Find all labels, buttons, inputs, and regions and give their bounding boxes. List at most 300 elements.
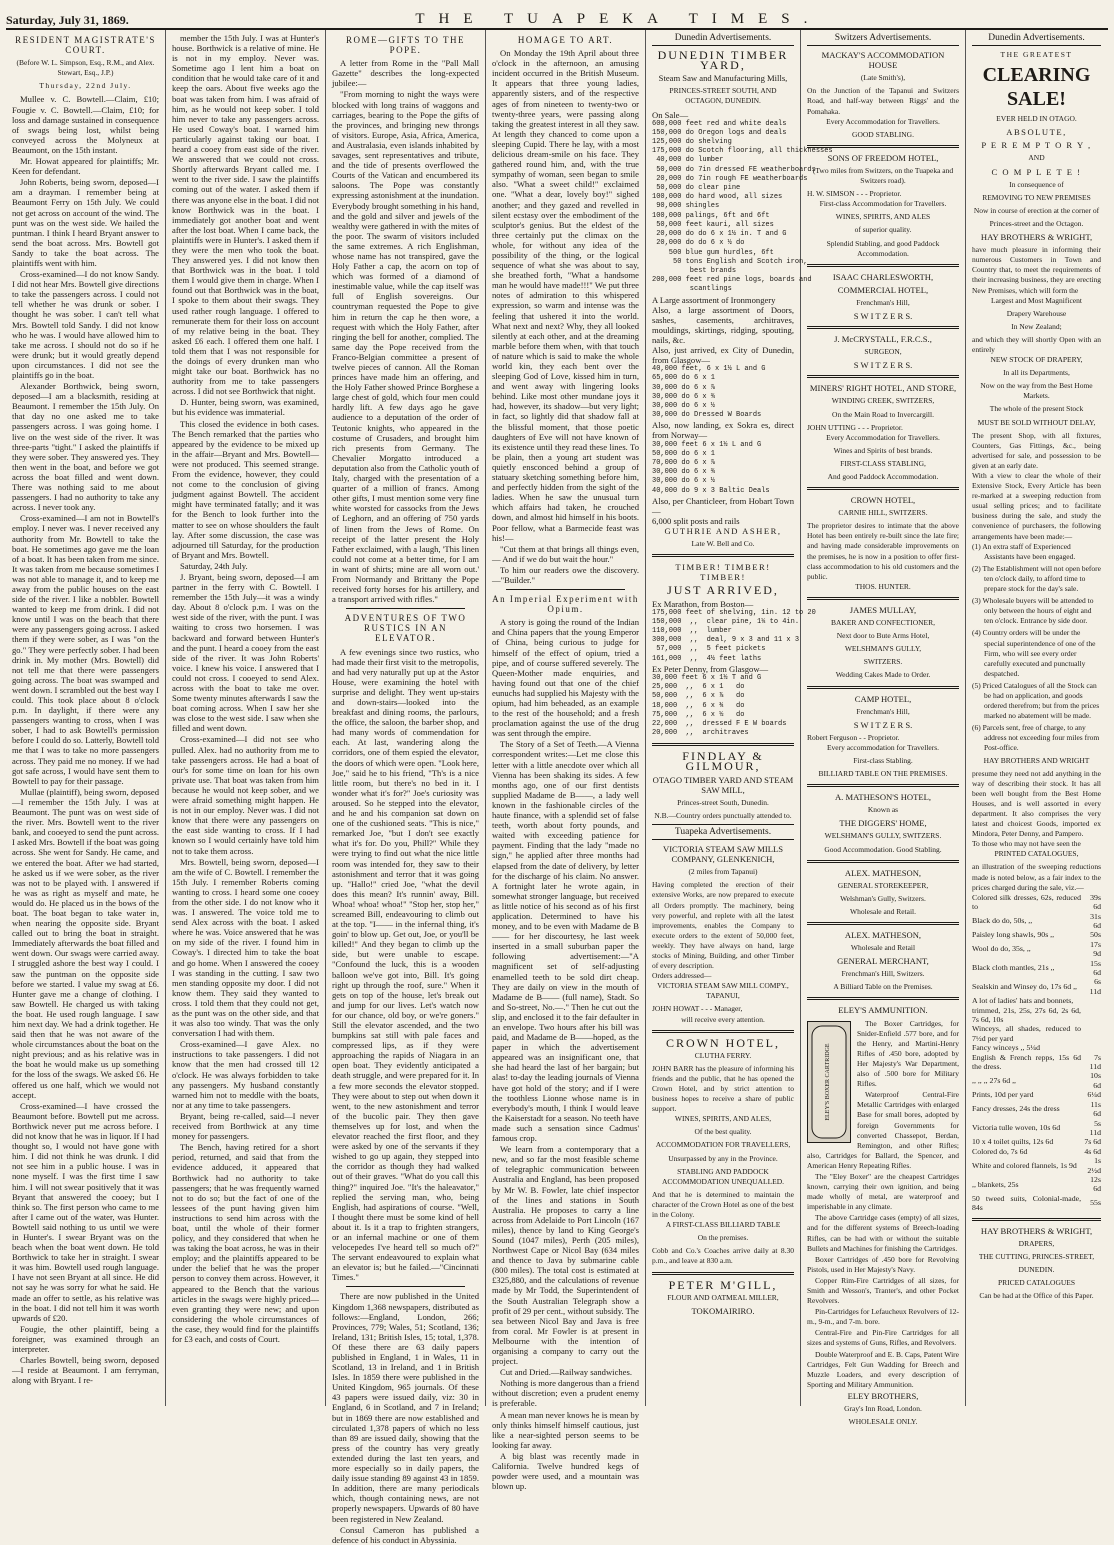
table-row	[972, 996, 1101, 1005]
paragraph: Cross-examined—I did not see who pulled. Alex. had no authority from me to take passengers across. He had a boat of our's for some time on loan for his own private use. That boat was taken from him because he would not keep sober, and we were afraid something might happen. He is not in our employ. Never was. I did not know that there were any passengers on the east side wanting to cross. If I had known so I would certainly have told him not to take them across.	[172, 734, 319, 856]
sale-body2: and which they will shortly Open with an entirely	[972, 334, 1101, 354]
price-value: 1s 2½d	[1087, 1156, 1101, 1175]
court-report	[12, 94, 159, 1385]
column-rome	[326, 30, 486, 1545]
rome-article	[332, 58, 479, 604]
paragraph: Bryant, being re-called, said—I never received from Borthwick at any time money for passengers.	[172, 1110, 319, 1142]
table-row	[972, 959, 1101, 978]
ad-eley-sign: ELEY BROTHERS,	[847, 1390, 919, 1401]
ad-miners-title: MINERS' RIGHT HOTEL, AND STORE,	[809, 383, 957, 394]
list-item: (1) An extra staff of Experienced Assistants have been engaged.	[972, 541, 1076, 561]
list-item: 50,000 do 7in dressed FE weatherboards	[652, 165, 816, 174]
price-value: 6¼d	[1087, 1090, 1101, 1100]
sale-nz: In New Zealand;	[1011, 321, 1062, 331]
price-item: Black do do, 50s, ,,	[972, 916, 1033, 926]
timber-stock-note-3: Also, per Chanticleer, from Hobart Town—	[652, 495, 794, 516]
ad-miners-prop: JOHN UTTING - - - Proprietor.	[807, 422, 903, 432]
sale-largest: Largest and Most Magnificent	[991, 295, 1082, 305]
price-value: 12s 6d	[1090, 1174, 1101, 1194]
price-item: Fancy winceys ,, 5¼d	[972, 1043, 1040, 1053]
price-item: trimmed, 21s, 25s, 27s 6d, 2s 6d, 7s 6d, 10s	[972, 1005, 1082, 1025]
ad-mgill-sub: FLOUR AND OATMEAL MILLER,	[667, 1292, 779, 1302]
list-item: 50 tons English and Scotch iron,	[652, 257, 808, 266]
list-item: 50,000 do 6 x 1	[652, 449, 716, 458]
sale-body4: With a view to clear the whole of their Extensive Stock, Every Article has been re-marked at a sweeping reduction from usual selling prices; and to facilitate business during the sale, and study the convenience of purchasers, the following arrangements have been made:—	[972, 471, 1101, 541]
sale-erection: Now in course of erection at the corner of	[973, 205, 1100, 215]
column-switzers-ads	[801, 30, 966, 1427]
divider	[972, 1218, 1101, 1221]
ad-victoria-addr: VICTORIA STEAM SAW MILL COMPY., TAPANUI,	[657, 981, 789, 1001]
ad-findlay-title: FINDLAY & GILMOUR,	[682, 749, 764, 774]
ad-camp-title: CAMP HOTEL,	[854, 693, 912, 704]
paragraph: Cross-examined—I am not in Bowtell's employ. I never was. I never received any authority from Mr. Bowtell to take the boat. He sometimes ago gave me the loan of a boat. It has been taken from me since. It was taken from me because sometimes I was not able to manage it, and to keep me away from the public houses on the east side of the river. I like a nobbler. Bowtell wanted to keep me from drink. I did not know until I was on the beach that there were any passengers going across. I asked them if they were sober, as I was "on the go." They were perfectly sober. I had been drink in. My mother (Mrs. Bowtell) did not tell me that there were passengers going across. The boat was swamped and went down. I scrambled out the best way I could. This took place about 8 o'clock p.m. In daylight, if there were any passengers wanting to cross, when I was sober, I had to ask Bowtell's permission before I could do so. Latterly, Bowtell told me that I was to take no more passengers across. They paid me no money. If we had got safe across, I would have sent them to Bowtell to pay for their passage.	[12, 513, 159, 786]
ad-victoria-note: will receive every attention.	[681, 1014, 765, 1024]
table-row	[972, 977, 1101, 996]
ad-mullay-cakes: Wedding Cakes Made to Order.	[835, 670, 931, 680]
ad-mackay-title: MACKAY'S ACCOMMODATION HOUSE	[821, 50, 945, 71]
paragraph: The "Eley Boxer" are the cheapest Cartridges known, carrying their own ignition, and being made wholly of metal, are waterproof and imperishable in any climate.	[807, 1171, 959, 1212]
ad-mullay-town2: SWITZERS.	[863, 657, 903, 667]
sale-corner: Princes-street and the Octagon.	[989, 218, 1084, 228]
sale-priced: PRICED CATALOGUES	[997, 1277, 1076, 1287]
list-item: 50,000 do clear pine	[652, 184, 741, 193]
paragraph: A story is going the round of the Indian and China papers that the young Emperor of China, being curious to judge for himself of the effect of opium, tried a pipe, and of course suffered severely. The Queen-Mother made enquiries, and having found out that one of the chief eunuchs had supplied his Majesty with the opium, had him beheaded, as an example to the rest of the household; and a fresh proclamation against the use of the drug was sent through the empire.	[492, 617, 639, 739]
list-item: 18,000 ,, 6 x ¾ do	[652, 701, 745, 710]
ad-sons-sub: (Two miles from Switzers, on the Tuapeka and Switzers road).	[812, 165, 954, 186]
price-value: 39s 6d	[1090, 892, 1101, 912]
price-value: 10s 6d	[1090, 1071, 1101, 1090]
paragraph: Saturday, 24th July.	[180, 560, 248, 571]
divider	[807, 145, 959, 148]
sale-removing: REMOVING TO NEW PREMISES	[982, 192, 1091, 202]
list-item: 300,000 ,, deal, 9 x 3 and 11 x 3	[652, 636, 800, 645]
price-item: A lot of ladies' hats and bonnets,	[972, 996, 1074, 1006]
list-item: 65,000 do 6 x 1	[652, 374, 716, 383]
masthead	[6, 6, 1108, 30]
ad-mccrystall-sub: SURGEON,	[864, 347, 902, 357]
ad-isaac-title: ISAAC CHARLESWORTH,	[832, 271, 934, 282]
paragraph: A letter from Rome in the "Pall Mall Gazette" describes the long-expected jubilee:—	[332, 58, 479, 89]
ad-diggers-known: Known as	[867, 805, 899, 815]
table-row	[972, 893, 1101, 912]
list-item: 110,000 ,, lumber	[652, 627, 732, 636]
list-item: 40,000 feet, 6 x 1½ L and G	[652, 365, 766, 374]
timber-stock-notes	[652, 295, 794, 366]
rome-heading: ROME—GIFTS TO THE POPE.	[345, 35, 465, 56]
ad-sons-q: of superior quality.	[854, 225, 912, 235]
sale-firm: HAY BROTHERS & WRIGHT,	[980, 232, 1093, 243]
ad-findlay-sub: OTAGO TIMBER YARD AND STEAM SAW MILL,	[652, 774, 794, 795]
miscellany	[492, 617, 639, 1491]
price-item: Victoria tulle woven, 10s 6d	[972, 1123, 1061, 1133]
sale-printed: PRINTED CATALOGUES,	[994, 849, 1079, 859]
paragraph: The Story of a Set of Teeth.—A Vienna correspondent writes:—Let me close this letter with a little anecdote over which all Vienna has been shaking its sides. A few months ago, one of our first dentists supplied Madame de B——, a lady well known in the fashionable circles of the haute finance, with a splendid set of false teeth, worth about forty pounds, and waited with exceeding patience for payment. Finding that the lady "made no sign," he applied after three months had elapsed from the date of delivery, by letter for the discharge of his claim. No answer. A fortnight later he wrote again, in somewhat stronger language, but received as little notice of his second as of his first application. Determined to have his money, and to be even with Madame de B—— for her discourtesy, he last week inserted in a small suburban paper the following advertisement:—"A magnificent set of self-adjusting enamelled teeth to be sold dirt cheap. They are daily on view in the mouth of Madame de B—— (full name), Stadt. So and So-street, No.—." Then he cut out the slip, and enclosed it to the fair defaulter in an envelope. Two hours after his bill was paid, and Madame de B——hoped, as the paper in which the advertisement appeared was an insignificant one, that she had heard the last of her bargain; but alas! to-day the leading journals of Vienna have got hold of the story; and if I were the toothless Lionne whose name is in everybody's mouth, I think I would leave the Kaiserstadt for a season. No teeth have made such a sensation since Cadmus' famous crop.	[492, 739, 639, 1144]
ad-matheson-merchant-gm: GENERAL MERCHANT,	[837, 956, 929, 967]
price-value: 50s	[1090, 930, 1101, 940]
paragraph: On Monday the 19th April about three o'clock in the afternoon, an amusing incident occurred in the British Museum. It appears that three young ladies, apparently sisters, and of the respective ages of from nineteen to twenty-two or twenty-three years, were passing along taking the greatest interest in all they saw. At length they chanced to come upon a sleeping Cupid. There he lay, with a most delicious dream-smile on his face. They gathered round him, and, with the true sympathy of woman, seen began to smile also. "What a sweet child!" exclaimed one. "What a dear, lovely boy!" sighed another; and they gazed and revelled in silent ecstasy over the embodiment of the sculptor's genius. But the eldest of the three certainly put the climax on the whole, for without any idea of the possibility of the thing, or the logical sequence of what she was about to say, she breathed forth, "What a handsome man he would have made!!!" We put three notes of admiration to this whispered expression, so warm and intense was the feeling that ushered it into the world. What next and next? Why, they all looked silently at each other, and at the dreaming marble before them when, with that touch of nature which is said to make the whole world kin, they each bent over the sleeping God of Love, kissed him in turn, and went away with lingering looks behind. Like most other mundane joys it had, however, its shadow—but very light; in fact, so lightly did that shadow fall at the blissful moment, that those poetic daughters of Eve will not have known of its existence until they read these lines. To be plain, then a young art student was quietly ensconced behind a group of statuary sketching something before him, and perfectly hidden from the sight of the ladies. When he saw the unusual turn which affairs had taken, he crouched down, and almost hid himself in his boots. Poor fellow, what a Barmecide feast was his!—	[492, 48, 639, 543]
divider	[807, 784, 959, 787]
ad-crown-carnie-body: The proprietor desires to intimate that the above Hotel has been entirely re-built since the late fire; and having made considerable improvements on the premises, he is now in a position to offer first-class accommodation to his old customers and the public.	[807, 521, 959, 581]
ad-dunedin-timber-title: DUNEDIN TIMBER YARD,	[657, 48, 789, 73]
sale-complete: C O M P L E T E !	[991, 166, 1082, 177]
table-row	[972, 1100, 1101, 1119]
list-item: 175,000 do Scotch flooring, all thicknesses	[652, 147, 833, 156]
list-item: 20,000 do do 6 x ½ do	[652, 239, 745, 248]
ad-crown-clutha-body: JOHN BARR has the pleasure of informing his friends and the public, that he has opened the Crown Hotel, and by strict attention to business hopes to receive a share of public support.	[652, 1063, 794, 1114]
paragraph: There are now published in the United Kingdom 1,368 newspapers, distributed as follows:—England, London, 266; Provinces, 779; Wales, 51; Scotland, 136; Ireland, 131; British Isles, 15; total, 1,378. Of these there are 63 daily papers published in England, 1 in Wales, 11 in Scotland, 13 in Ireland, and 1 in British Isles. In 1859 there were published in the United Kingdom, 965 journals. Of these 43 papers were issued daily, viz: 30 in England, 6 in Scotland, and 7 in Ireland; but in 1869 there are now established and circulated 1,378 papers of which no less than 89 are issued daily, showing that the press of the country has very greatly extended during the last ten years, and more especially so in daily papers, the daily issue standing 89 against 43 in 1859. In addition, there are many periodicals which, though containing news, are not properly newspapers. Upwards of 80 have been registered in New Zealand.	[332, 1291, 479, 1524]
list-item: 30,000 do 6 x ½	[652, 401, 716, 410]
list-item: 50,000 ,, 6 x ⅞ do	[652, 692, 745, 701]
table-row	[972, 930, 1101, 939]
ad-matheson-store-title: ALEX. MATHESON,	[844, 867, 922, 878]
sale-ever: EVER HELD IN OTAGO.	[996, 114, 1077, 124]
table-row	[972, 912, 1101, 931]
list-item: 161,000 ,, 4½ feet laths	[652, 654, 762, 663]
table-row	[972, 1006, 1101, 1025]
ad-diggers-name: THE DIGGERS' HOME,	[839, 818, 927, 829]
ad-guthrie-sign2: Late W. Bell and Co.	[691, 539, 755, 549]
paragraph: A mean man never knows he is mean by only thinks himself himself cautious, just like a near-sighted person seems to be looking far away.	[492, 1409, 639, 1450]
columns	[6, 30, 1108, 1545]
paragraph: Central-Fire and Pin-Fire Cartridges for all sizes and systems of Guns, Rifles, and Revolvers.	[807, 1328, 959, 1348]
divider	[652, 1030, 794, 1033]
divider	[807, 922, 959, 925]
paragraph: Cross-examined—I do not know Sandy. I did not hear Mrs. Bowtell give directions to take the passengers across. I could not tell whether he was drunk or sober. I thought he was sober. I can't tell what Mrs. Bowtell told Sandy. I did not know who he was. I would have allowed him to take me across. I should not do so if he were drunk; but it would greatly depend upon circumstances. I did not see the plaintiffs go in the boat.	[12, 269, 159, 380]
ad-dunedin-timber-onsale: On Sale—	[652, 109, 689, 120]
dunedin-ads-header: Dunedin Advertisements.	[652, 33, 794, 46]
ad-isaac-town: S W I T Z E R S.	[853, 310, 913, 321]
ad-mullay-sub: BAKER AND CONFECTIONER,	[831, 618, 935, 628]
list-item: 30,000 feet 6 x 1½ L and G	[652, 440, 762, 449]
ad-victoria-orders: Orders addressed—	[652, 971, 712, 981]
column-court-cont	[166, 30, 326, 1406]
timber-stock-note-4: 6,000 split posts and rails	[652, 515, 740, 526]
list-item: 50,000 feet kauri, all sizes	[652, 220, 774, 229]
list-item: 30,000 feet 6 x 1½ T and G	[652, 673, 762, 682]
sale-firm2: HAY BROTHERS AND WRIGHT	[983, 755, 1090, 765]
paragraph: Charles Bowtell, being sworn, deposed—I reside at Beaumont. I am ferryman, along with Bryant. I re-	[12, 1355, 159, 1386]
homage-article	[492, 48, 639, 585]
paragraph: A big blast was recently made in California. Twelve hundred kegs of powder were used, and a mountain was blown up.	[492, 1450, 639, 1492]
price-item: Prints, 10d per yard	[972, 1090, 1034, 1100]
ad-matheson-merchant-title: ALEX. MATHESON,	[844, 930, 922, 940]
paragraph: This closed the evidence in both cases. The Bench remarked that the parties who appeared by the evidence to be mixed up in the affair—Bryant and Mrs. Bowtell—were not produced. This seemed strange. From the evidence, however, they could not come to the conclusion of giving judgment against Bowtell. The accident might have terminated fatally; and it was for the Bench to look further into the matter to see on whose shoulders the fault lay. After some discussion, the case was adjourned till Saturday, for the production of Bryant and Mrs. Bowtell.	[172, 418, 319, 560]
ad-dunedin-timber-sub: Steam Saw and Manufacturing Mills,	[658, 73, 788, 84]
paragraph: J. Bryant, being sworn, deposed—I am partner in the ferry with C. Bowtell. I remember the 15th July—it was a windy day. About 8 o'clock p.m. I was on the west side of the river, with the punt. I was waiting to cross two horsemen. I was backward and forward between Hunter's and the punt. I heard a cooey from the east side of the river. It was John Roberts' voice. I knew his voice. I answered that I could not cross. I cooeyed to send Alex. across with the boat to take me over. Some twenty minutes afterwards I saw the boat coming across. When I saw her she was close to the west side. I saw when she filled and went down.	[172, 571, 319, 734]
ad-camp-bill: BILLIARD TABLE ON THE PREMISES.	[818, 769, 948, 779]
ad-eley-addr: Gray's Inn Road, London.	[844, 1404, 922, 1414]
sale-dunedin: DUNEDIN.	[1018, 1264, 1055, 1274]
ad-victoria-body: Having completed the erection of their extensive Works, are now prepared to execute all Orders promptly. The machinery, being very powerful, and replete with all the latest improvements, enables the Company to execute orders to the extent of 50,000 feet, weekly. They have always on hand, large stocks of Mining, Building, and other Timber of every description.	[652, 880, 794, 971]
ad-peter-denny: Ex Peter Denny, from Glasgow—	[652, 663, 769, 674]
divider	[346, 608, 465, 609]
price-value: 31s 6d	[1090, 911, 1101, 930]
list-item: 30,000 do Dressed W Boards	[652, 411, 762, 420]
sale-office: Can be had at the Office of this Paper.	[979, 1291, 1094, 1301]
list-item: (5) Priced Catalogues of all the Stock can be had on application, and goods ordered therefrom; but from the prices marked no abatement will be made.	[972, 680, 1100, 721]
sale-absolute: ABSOLUTE,	[1006, 127, 1067, 138]
paragraph: Copper Rim-Fire Cartridges of all sizes, for Smith and Wesson's, Tranter's, and other Pocket Revolvers.	[807, 1275, 959, 1306]
timber-stock-list	[652, 119, 833, 295]
paragraph: Waterproof Central-Fire Metallic Cartridges with enlarged Base for small bores, adopted by foreign Governments for converted Chassepot, Berdan, Remington, and other Rifles; also, Cartridges for Ballard, the Spencer, and American Henry Repeating Rifles.	[807, 1090, 959, 1170]
price-item: English & French repps, 15s 6d the dress.	[972, 1052, 1082, 1072]
divider	[807, 326, 959, 329]
price-item: Colored do, 7s 6d	[972, 1146, 1028, 1156]
ad-diggers-town: WELSHMAN'S GULLY, SWITZERS.	[824, 831, 942, 841]
ad-crown-carnie-sign: THOS. HUNTER.	[855, 581, 911, 591]
sale-mustbe: MUST BE SOLD WITHOUT DELAY,	[977, 417, 1096, 427]
list-item: 70,000 do 6 x ⅞	[652, 458, 716, 467]
ad-mgill-title: PETER M'GILL,	[668, 1277, 778, 1292]
sale-body3: The present Shop, with all fixtures, Counters, Gas Fittings, &c., being advertised for sale, and possession to be given at an early date.	[972, 430, 1101, 470]
ad-sons-stab: Splendid Stabling, and good Paddock Accommodation.	[826, 238, 940, 258]
table-row	[972, 940, 1101, 959]
paragraph: The Bench, having retired for a short period, returned, and said that from the evidence adduced, it appeared that Borthwick had no authority to take passengers; that he was frequently warned not to do so; but the fact of one of the lessees of the punt having given him instructions to send him across with the boat, until the whole of their former policy, and they considered that when he was taking the boat across, he was in their employ; and the plaintiffs appeared to be under the belief that he was the proper person to convey them across. However, it appeared to the Bench that the various articles in the swags were highly priced—even granting they were new; and upon considering the whole circumstances of the case, they would find for the plaintiffs for £3 each, and costs of Court.	[172, 1142, 319, 1344]
sale-clearing: CLEARING SALE!	[982, 64, 1091, 111]
list-item: best brands	[652, 266, 737, 275]
ad-mullay-title: JAMES MULLAY,	[849, 604, 917, 615]
list-note: Also, a large assortment of Doors, sashes, casements, architraves, mouldings, skirtings, ridging, spouting, nails, &c.	[652, 304, 794, 345]
ad-mccrystall-title: J. McCRYSTALL, F.R.C.S.,	[834, 334, 932, 345]
tuapeka-ads-header: Tuapeka Advertisements.	[652, 824, 794, 840]
list-item: (4) Country orders will be under the special superintendence of one of the Firm, who will see every order carefully executed and punctually despatched.	[972, 628, 1096, 678]
price-value: 17s 9d	[1090, 939, 1101, 959]
paragraph: To him our readers owe the discovery.—"Builder."	[492, 564, 639, 585]
divider	[807, 860, 959, 863]
list-item: (6) Parcels sent, free of charge, to any address not exceeding four miles from Post-office.	[972, 723, 1100, 753]
list-item: 22,000 ,, dressed F E W boards	[652, 719, 787, 728]
ad-miners-place: On the Main Road to Invercargill.	[832, 409, 934, 419]
price-value	[1081, 1043, 1101, 1052]
paragraph: "Cut them at that brings all things even,— And if we do but wait the hour."	[492, 543, 639, 564]
ad-crown-clutha-acc: ACCOMMODATION FOR TRAVELLERS,	[655, 1140, 791, 1150]
divider	[346, 1286, 465, 1287]
paragraph: The Boxer Cartridges, for Snider-Enfield .577 bore, and for the Henry, and Martini-Henry Rifles of .450 bore, adopted by Her Majesty's War Department, also of .500 bore for Military Rifles.	[857, 1018, 959, 1089]
ad-isaac-sub: COMMERCIAL HOTEL,	[837, 284, 929, 295]
sale-peremptory: P E R E M P T O R Y ,	[981, 140, 1092, 151]
table-row	[972, 1024, 1101, 1043]
list-item: 150,000 do Oregon logs and deals	[652, 128, 787, 137]
paragraph: Nothing is more dangerous than a friend without discretion; even a prudent enemy is preferable.	[492, 1378, 639, 1409]
ad-crown-clutha-stab: STABLING AND PADDOCK ACCOMMODATION UNEQUALLED.	[661, 1166, 785, 1186]
sale-body7: an illustration of the sweeping reductions made is noted below, as a fair index to the prices charged during the sale, viz.—	[972, 862, 1101, 892]
ad-findlay-note: N.B.—Country orders punctually attended to.	[654, 810, 792, 820]
ad-dunedin-timber-addr: PRINCES-STREET SOUTH, AND OCTAGON, DUNEDIN.	[669, 86, 777, 106]
list-item: 30,000 do 6 x ⅞	[652, 383, 716, 392]
court-report-continued	[172, 33, 319, 1344]
timber-stock-list-3	[652, 441, 794, 496]
table-row	[972, 1043, 1101, 1052]
sale-body1: have much pleasure in informing their numerous Customers in Town and Country that, to meet the requirements of their increasing business, they are erecting New Premises, which will form the	[972, 245, 1101, 295]
dunedin-ads-header-2: Dunedin Advertisements.	[972, 33, 1101, 46]
ad-camp-town: S W I T Z E R S.	[853, 719, 913, 730]
paragraph: Boxer Cartridges of .450 bore for Revolving Pistols, used in Her Majesty's Navy.	[807, 1254, 959, 1274]
list-item: (2) The Establishment will not open before ten o'clock daily, to afford time to prepare stock for the day's sale.	[972, 563, 1101, 594]
ad-matheson-merchant-sub: Wholesale and Retail	[850, 943, 916, 953]
price-item: ,, ,, ,, 27s 6d ,,	[972, 1076, 1016, 1086]
table-row	[972, 1119, 1101, 1138]
sale-newstock: NEW STOCK OF DRAPERY,	[990, 355, 1083, 365]
ad-miners-sub: WINDING CREEK, SWITZERS,	[831, 396, 935, 406]
ad-crown-clutha-bill: A FIRST-CLASS BILLIARD TABLE	[665, 1220, 781, 1230]
ad-eley-title: ELEY'S AMMUNITION.	[838, 1005, 928, 1016]
list-item: 25,000 ,, 6 x 1 do	[652, 683, 745, 692]
list-note: Also, just arrived, ex City of Dunedin, from Glasgow—	[652, 344, 794, 366]
ad-mackay-acc: Every Accommodation for Travellers.	[826, 116, 940, 126]
masthead-title: THE TUAPEKA TIMES.	[415, 11, 822, 27]
table-row	[972, 1071, 1101, 1090]
list-item: 100,000 palings, 6ft and 6ft	[652, 211, 770, 220]
ad-sons-title: SONS OF FREEDOM HOTEL,	[827, 152, 939, 163]
price-item: 10 x 4 toilet quilts, 12s 6d	[972, 1137, 1054, 1147]
price-value: 55s	[1090, 1198, 1101, 1208]
ad-sons-prop: H. W. SIMSON - - - Proprietor.	[807, 189, 902, 199]
price-item: White and colored flannels, 1s 9d	[972, 1160, 1077, 1170]
sale-greatest: THE GREATEST	[1000, 50, 1073, 60]
paragraph: A few evenings since two rustics, who had made their first visit to the metropolis, and had very naturally put up at the Astor House, were examining the hotel with surprise and delight. They went up-stairs and down-stairs—looked into the breakfast and dining rooms, the parlours, the office, the saloon, the barber shop, and had many words of commendation for each. At last, wandering along the corridors, one of them espied the elevator, the doors of which were open. "Look here, Joe," said he to his friend, "Th's is a nice little room, but there's no bed in it. I wonder what it's for?" Joe's curiosity was aroused. So he stepped into the elevator, and he and his companion sat down on one of the cushioned seats. "This is nice," remarked Joe, "but I don't see exactly what it's for. Do you, Phill?" While they were trying to find out what the nice little room was intended for, they saw to their astonishment and terror that it was going up. "Hallo!" cried Joe, "what the devil does this mean? It's runnin' away, Bill. Whoa! whoa! whoa!" "Stop her, stop her," screamed Bill, endeavouring to climb out at the top. "I—— in the infernal thing, it's goin' to blow up. Get out, Joe, or you'll be killed!" And they began to climb up the side, but were unable to escape. "Confound the luck, this is a wooden balloon we've got into, Bill. It's going right up through the roof, sure." When it gets on top of the house, let's break out and jump for our lives. Let's watch now for our chance, old boy, or we're goners." Still the elevator ascended, and the two bumpkins sat still with pale faces and compressed lips, as if they were approaching the rapids of Niagara in an open boat. They evidently anticipated a death struggle, and were prepared for it. In a few more seconds the elevator stopped. They were about to step out when down it went, to the new astonishment and terror of the bucolic pair. They then gave themselves up for lost, and when the elevator reached the first floor, and they were asked by one of the servants if they wished to go up again, they stepped into the corridor as though they had walked out of their graves. "What do you call this thing?" inquired Joe. "It's the haleavator," replied the serving man, who, being English, had aspirations of course. "Well, I thought there must be some kind of hell about it. Is it a trap to frighten strangers, or an infernal machine or one of them velocepedes I've heard tell so much of?" The servant endeavoured to explain what an elevator is; but he failed.—"Cincinnati Times."	[332, 646, 479, 1283]
paragraph: "From morning to night the ways were blocked with long trains of waggons and carriages, bearing to the Pope the gifts of the provinces, and bringing new throngs of visitors. Europe, Asia, Africa, America, and Australasia, even islands inhabited by savages, sent representatives and tribute, and the tide of presents overflowed the Courts of the Vatican and encumbered its saloons. The Pope was constantly expressing astonishment at the inundation. Everybody brought something in his hand, and the gold and silver and jewels of the wealthy were gathered in with the mites of the poor. The swarm of visitors included the same extremes. A rich Englishman, whose name has not transpired, gave the Holy Father a cap, the acorn on top of which was formed of a diamond of inestimable value, while the cap itself was full of English sovereigns. Our countryman requested the Pope to give him in return the cap he then wore, a request with which the Holy Father, after ringing the bell for another, complied. The same day the Pope received from the Franco-Belgian committee a present of twelve pieces of cannon. All the Roman princes have made him an offering, and the Holy Father showed Prince Borghese a large chest of gold, which four men could hardly lift. A few days ago he gave audience to a deputation of the order of Teutonic knights, who appeared in the costume of Crusaders, and brought him rich presents from Germany. The Chevalier Morgatto introduced a deputation also from the Catholic youth of Italy, charged with the presentation of a quarter of a million of francs. Among other gifts, I must mention some very fine white worsted for cassocks from the Jews of Leghorn, and an offering of 750 yards of linen from the Jews of Rome. On receipt of the latter present the Holy Father exclaimed, with a laugh, 'This linen could not come at a better time, for I am in want of shirts; mine are all worn out.' From Normandy and Brittany the Pope received forty horses for his artillery, and a transport arrived with rifles."	[332, 89, 479, 605]
ad-sons-acc: First-class Accommodation for Travellers.	[819, 199, 947, 209]
timber-stock-note-2: Also, now landing, ex Sokra es, direct from Norway—	[652, 420, 794, 441]
list-item: 75,000 ,, 6 x ½ do	[652, 710, 745, 719]
ad-timber-title: TIMBER! TIMBER! TIMBER!	[675, 562, 771, 583]
sale-drapers: DRAPERS,	[1018, 1238, 1055, 1248]
paragraph: Fougie, the other plaintiff, being a foreigner, was examined through an interpreter.	[12, 1323, 159, 1354]
court-date: Thursday, 22nd July.	[39, 81, 132, 91]
ad-miners-wines: Wines and Spirits of best brands.	[833, 445, 933, 455]
ad-isaac-place: Frenchman's Hill,	[856, 297, 910, 307]
divider	[807, 375, 959, 378]
list-item: 500 blue gum hurdles, 6ft	[652, 248, 774, 257]
paragraph: Mullee v. C. Bowtell.—Claim, £10; Fougie v. C. Bowtell.—Claim, £10; for loss and damage sustained in consequence of swags being lost, whilst being conveyed across the Molyneux at Beaumont, on the 15th instant.	[12, 94, 159, 155]
ad-miners-pad: And good Paddock Accommodation.	[827, 472, 939, 481]
list-item: 20,000 do 7in rough FE weatherboards	[652, 174, 808, 183]
paragraph: D. Hunter, being sworn, was examined, but his evidence was immaterial.	[172, 397, 319, 418]
price-value: 11s 6d	[1090, 1099, 1101, 1119]
sale-body5: presume they need not add anything in the way of describing their stock. It has all been well bought from the Best Home Houses, and is well assorted in every department. It also comprises the very latest and choicest Goods, imported ex Mindora, Peter Denny, and Pampero.	[972, 768, 1101, 839]
sale-whole: The whole of the present Stock	[989, 404, 1084, 414]
table-row	[972, 1147, 1101, 1156]
price-value: 15s 6d	[1090, 958, 1101, 977]
paragraph: Cut and Dried.—Railway sandwiches.	[500, 1367, 632, 1378]
ad-crown-carnie-sub: CARNIE HILL, SWITZERS.	[838, 508, 928, 518]
ad-matheson-store-place: Welshman's Gully, Switzers.	[840, 893, 926, 903]
price-value: 6s 11d	[1089, 977, 1101, 996]
cartridge-label: ELEY'S BOXER CARTRIDGE	[825, 1043, 831, 1121]
list-item: 175,000 feet of shelving, 1in. 12 to 20	[652, 608, 816, 617]
peter-denny-list	[652, 674, 794, 738]
ad-mgill-place: TOKOMAIRIRO.	[691, 1305, 755, 1316]
column-court	[6, 30, 166, 1406]
divider	[807, 264, 959, 267]
ad-matheson-merchant-place: Frenchman's Hill, Switzers.	[841, 969, 925, 979]
sale-drapery: Drapery Warehouse	[1006, 308, 1067, 318]
paragraph: The above Cartridge cases (empty) of all sizes, and for the different systems of Breech-loading Rifles, can be had with or without the suitable Bullets and Machines for finishing the Cartridges.	[807, 1213, 959, 1253]
ad-crown-clutha-body2: And that he is determined to maintain the character of the Crown Hotel as one of the best in the Colony.	[652, 1189, 794, 1220]
ad-marathon: Ex Marathon, from Boston—	[652, 598, 754, 609]
ad-diggers-acc: Good Accommodation. Good Stabling.	[824, 844, 942, 854]
paragraph: Pin-Cartridges for Lefaucheux Revolvers of 12-m., 9-m., and 7-m. bore.	[807, 1307, 959, 1327]
paragraph: Cross-examined—I have crossed the Beaumont before. Bowtell put me across. Borthwick never put me across before. I did not know that he was in liquor. If I had thought so, I would not have gone with him. I did not think he was drunk. I did not see him in a public house. I was in none myself. I was the first time I saw him. I will not swear positively that it was Bryant that answered the cooey; but I think so. The first person who came to me after I came out of the water, was Hunter. Bowtell said nothing to us until we were in Hunter's. I swear Bryant was on the beach when the boat went down. He told Borthwick to take her in straight. I swear it was him. Bowtell used rough language. I have not seen Bryant at all since. He did not say he was sorry for what he said. He made an offer to settle, as his relative was in the boat. I did not tell him it was worth upwards of £20.	[12, 1100, 159, 1323]
ad-camp-stab: First-class Stabling.	[853, 755, 913, 765]
paragraph: Cross-examined—I gave Alex. no instructions to take passengers. I did not know that the men had crossed till 12 o'clock. He was always forbidden to take any passengers. My husband constantly warned him not to meddle with the boats, nor at any time to take passengers.	[172, 1039, 319, 1110]
price-table	[972, 893, 1101, 1213]
masthead-date: Saturday, July 31, 1869.	[6, 13, 129, 27]
list-item: 40,000 do 9 x 3 Baltic Deals	[652, 486, 770, 495]
price-item: Paisley long shawls, 90s ,,	[972, 930, 1055, 940]
paragraph: We learn from a contemporary that a new, and so far the most feasible scheme of telegraphic communication between Australia and England, has been proposed by Mr W. B. Fowler, late chief inspector of the lines and stations in South Australia. He proposes to carry a line across from Adelaide to Port Lincoln (167 miles), thence by land to King George's Sound (1047 miles), Perth (205 miles), Northwest Cape or Nicol Bay (634 miles and thence to Java by submarine cable (800 miles). The total cost is estimated at £325,880, and the calculations of revenue made by Mr Todd, the Superintendent of the South Australian Telegraph show a profit of 29 per cent., without subsidy. The sea between Nicol Bay and Java is free from coral. Mr Fowler is at present in Melbourne with the intention of organising a company to carry out the project.	[492, 1144, 639, 1367]
ad-camp-place: Frenchman's Hill,	[856, 706, 910, 716]
sale-depts: In all its Departments,	[1003, 368, 1070, 378]
paragraph: Mr. Howat appeared for plaintiffs; Mr. Keen for defendant.	[12, 156, 159, 177]
divider	[652, 743, 794, 746]
ad-mullay-place: Next door to Bute Arms Hotel,	[836, 631, 930, 641]
list-item: scantlings	[652, 285, 732, 294]
list-note: A Large assortment of Ironmongery	[652, 294, 776, 305]
ad-crown-clutha-wines: WINES, SPIRITS, AND ALES,	[674, 1114, 772, 1124]
paragraph: Alexander Borthwick, being sworn, deposed—I am a blacksmith, residing at Beaumont. I remember the 15th July. On that day no one asked me to take passengers across. I was going home. I live on the west side of the river. It was three-parts "tight." I asked the plaintiffs if they were sober. They answered yes. They then went in the boat, and before we got across the boat filled and went down. There was nothing said to me about passengers. I had no authority to take any across. I never took any.	[12, 381, 159, 513]
ad-crown-clutha-best: Of the best quality.	[694, 1127, 752, 1137]
sale-and: AND	[1028, 153, 1045, 163]
ad-camp-prop: Robert Ferguson - - Proprietor.	[807, 732, 900, 742]
paragraph: John Roberts, being sworn, deposed—I am a drayman. I remember being at Beaumont Ferry on 15th July. We could not get across on account of the wind. The punt was on the west side. We hailed the puntman. I think I heard Bryant answer to send the boat across. Mrs. Bowtell got Sandy to take the boat across. The plaintiffs went with him.	[12, 177, 159, 268]
price-item: Fancy dresses, 24s the dress	[972, 1104, 1060, 1114]
ad-crown-clutha-un: Unsurpassed by any in the Province.	[668, 1153, 778, 1163]
paragraph: Double Waterproof and E. B. Caps, Patent Wire Cartridges, Felt Gun Wadding for Breech and Muzzle Loaders, and every description of Sporting and Military Ammunition.	[807, 1349, 959, 1389]
ad-mullay-town: WELSHMAN'S GULLY,	[844, 644, 922, 654]
table-row	[972, 1137, 1101, 1146]
list-item: 30,000 do 6 x ¾	[652, 468, 716, 477]
list-item: 30,000 do 6 x ½	[652, 477, 716, 486]
ad-eley-ws: WHOLESALE ONLY.	[848, 1417, 918, 1427]
ad-crown-carnie-title: CROWN HOTEL,	[850, 495, 916, 506]
ad-victoria-sub: (2 miles from Tapanui)	[688, 867, 758, 877]
paragraph: Mrs. Bowtell, being sworn, deposed—I am the wife of C. Bowtell. I remember the 15th July. I remember Roberts coming wanting to cross. I heard some one cooey from the other side. I do not know who it was. I answered. The voice told me to send Alex across with the boat. I asked where he was. Voice answered that he was on my side of the river. I found him in Coway's. I directed him to take the boat and go home. When I answered the cooey I was standing in the cutting. I saw two men standing opposite my door. I did not know them. They said they wanted to cross. I told them that they could not get, as the punt was on the other side, and that it was also too windy. That was the only conversation I had with them.	[172, 856, 319, 1039]
ad-just-arrived: JUST ARRIVED,	[667, 583, 779, 598]
price-item: ,, blankets, 25s	[972, 1179, 1019, 1189]
ad-camp-acc: Every accommodation for Travellers.	[826, 742, 940, 752]
divider	[807, 487, 959, 490]
paragraph: member the 15th July. I was at Hunter's house. Borthwick is a relative of mine. He is not in my employ. Never was. Sometime ago I lent him a boat on condition that he would take care of it and keep the oars. About five weeks ago the boat was taken from him. I was afraid of him, as he would not keep sober. I told him never to take any passengers across. He used Coway's boat. I warned him particularly against taking our boat. I heard a cooey from east side of the river. We answered that we could not cross. Shortly afterwards Bryant called me. I went to the river side. I saw the plaintiffs coming out of the water. I asked them if there was anyone else in the boat. I did not know Borthwick was in the boat. I immediately got another boat and went after the lost boat. When I came back, the plaintiffs were in Hunter's. I asked them if they were the men who took the boat. They answered yes. I did not know then that Borthwick was in the boat. I told them I would give them in charge. When I found out that Borthwick was in the boat, I spoke to them about their swags. They used rather rough language. I offered to remunerate them for their loss on account of my relative being in the boat. They asked £6 each. I offered them one half. I told them that I was not responsible for the doings of every drunken man who might take our boat. Borthwick has no authority from me to take passengers across. I did not see Borthwick that night.	[172, 33, 320, 397]
ad-crown-clutha-sub: CLUTHA FERRY.	[694, 1050, 752, 1060]
divider	[807, 997, 959, 1000]
list-item: 100,000 do hard wood, all sizes	[652, 193, 783, 202]
price-value: 7s 11d	[1089, 1052, 1101, 1072]
sale-way: Now on the way from the Best Home Markets.	[980, 381, 1093, 401]
price-value: 4s 6d	[1084, 1146, 1101, 1156]
ad-crown-clutha-coach: Cobb and Co.'s Coaches arrive daily at 8.30 p.m., and leave at 830 a.m.	[652, 1246, 794, 1266]
paragraph: Consul Cameron has published a defence of his conduct in Abyssinia.	[332, 1524, 479, 1545]
divider	[506, 589, 625, 590]
list-item: 57,000 ,, 5 feet pickets	[652, 645, 766, 654]
table-row	[972, 1090, 1101, 1099]
ad-victoria-mgr: JOHN HOWAT - - - Manager,	[652, 1004, 743, 1014]
newspapers-article	[332, 1291, 479, 1544]
sale-arrangements	[972, 542, 1101, 754]
homage-heading: HOMAGE TO ART.	[517, 35, 614, 45]
price-value: 5s 11d	[1089, 1118, 1101, 1137]
ad-victoria-title: VICTORIA STEAM SAW MILLS COMPANY, GLENKENICH,	[662, 844, 784, 865]
sale-conseq: In consequence of	[1009, 179, 1064, 189]
ad-mackay-sub: (Late Smith's),	[860, 73, 906, 83]
price-item: Black cloth mantles, 21s ,,	[972, 963, 1055, 973]
list-item: 20,000 ,, architraves	[652, 729, 749, 738]
list-item: 150,000 ,, clear pine, 1¼ to 4in.	[652, 617, 800, 626]
list-item: 20,000 do do 6 x 1½ in. T and G	[652, 230, 787, 239]
sale-firm3: HAY BROTHERS & WRIGHT,	[980, 1225, 1093, 1236]
sale-cutting: THE CUTTING, PRINCES-STREET,	[978, 1251, 1095, 1261]
price-value	[1081, 996, 1101, 1005]
